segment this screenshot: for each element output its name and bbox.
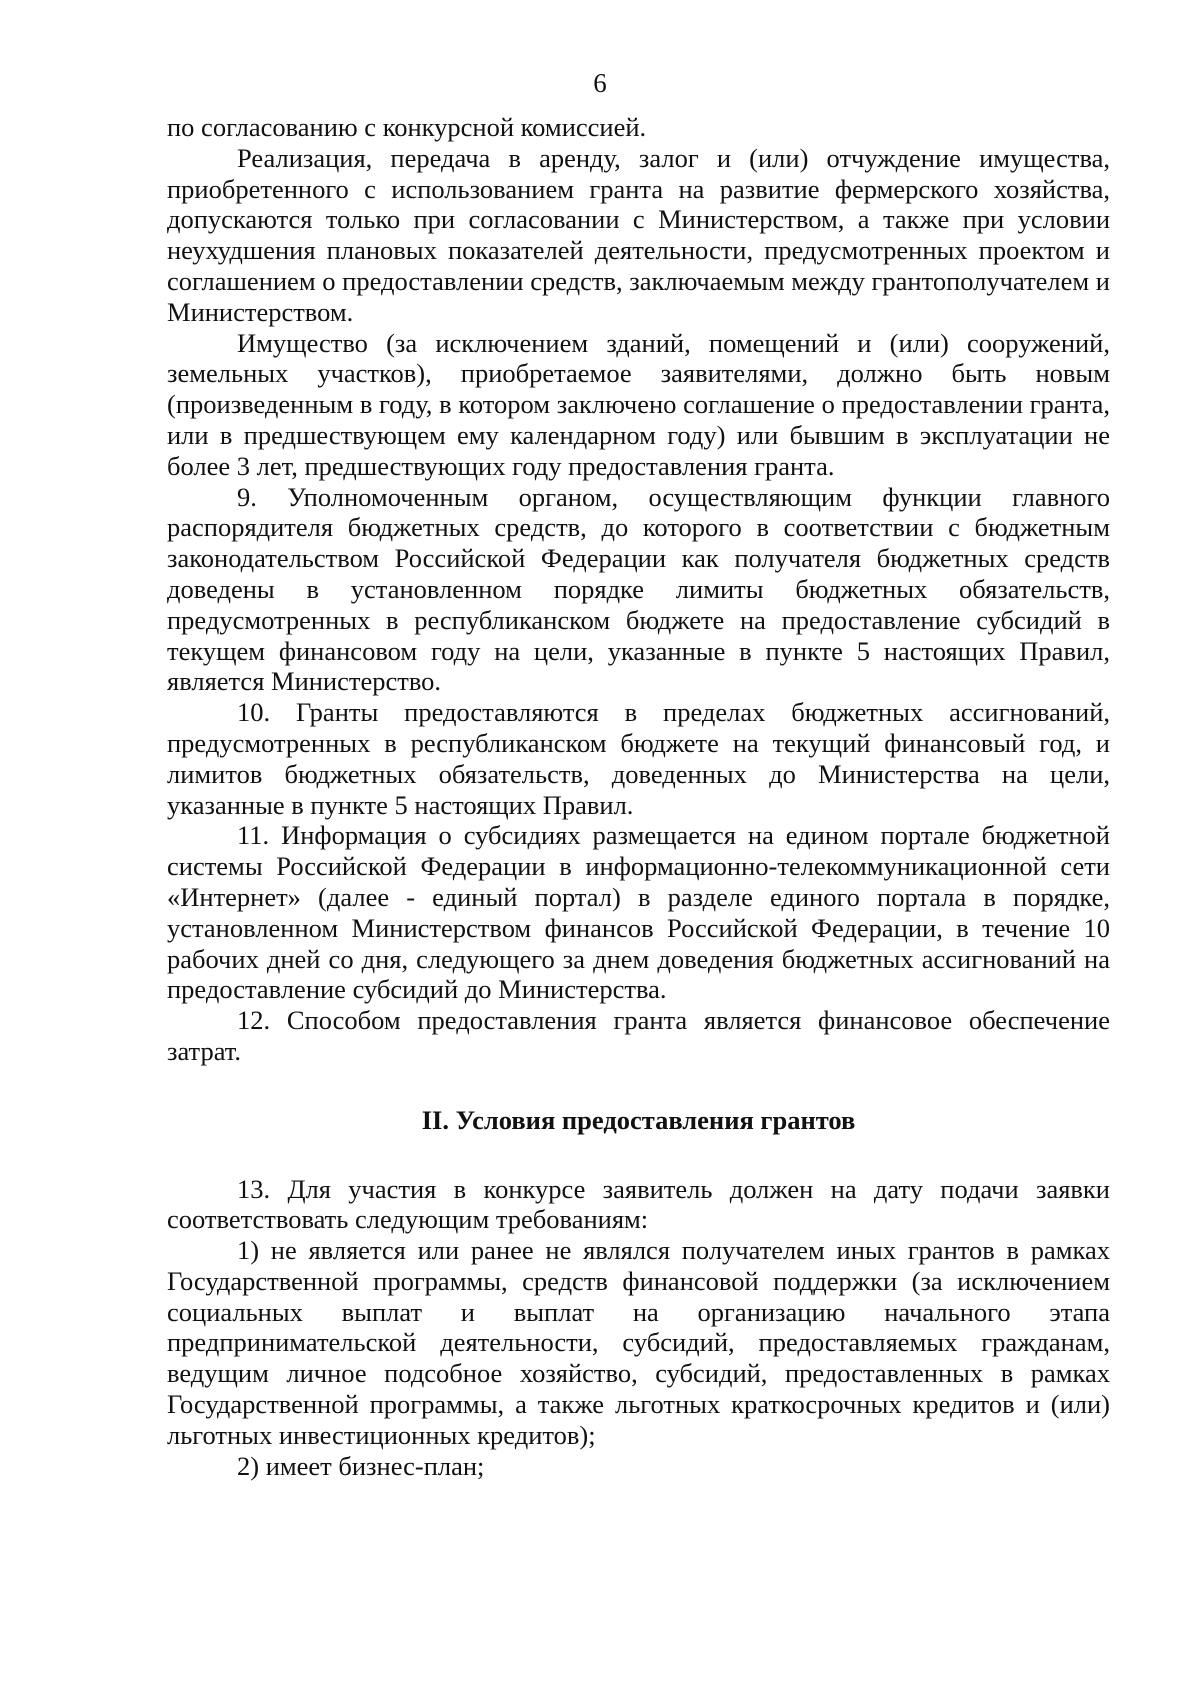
list-item-2: 2) имеет бизнес-план; bbox=[237, 1450, 485, 1481]
paragraph-item-12: 12. Способом предоставления гранта является финансовое обеспечение затрат. bbox=[167, 1005, 1110, 1066]
section-heading: II. Условия предоставления грантов bbox=[421, 1104, 856, 1135]
paragraph-item-10: 10. Гранты предоставляются в пределах бюджетных ассигнований, предусмотренных в республиканском бюджете на текущий финансовый год, и лимитов бюджетных обязательств, доведенных до Министерства на цели, указанные в пункте 5 настоящих Правил. bbox=[167, 697, 1110, 820]
paragraph: Реализация, передача в аренду, залог и (или) отчуждение имущества, приобретенного с использованием гранта на развитие фермерского хозяйства, допускаются только при согласовании с Министерством, а также при условии неухудшения плановых показателей деятельности, предусмотренных проектом и соглашением о предоставлении средств, заключаемым между грантополучателем и Министерством. bbox=[167, 142, 1110, 327]
paragraph: Имущество (за исключением зданий, помещений и (или) сооружений, земельных участков), приобретаемое заявителями, должно быть новым (произведенным в году, в котором заключено соглашение о предоставлении гранта, или в предшествующем ему календарном году) или бывшим в эксплуатации не более 3 лет, предшествующих году предоставления гранта. bbox=[167, 327, 1110, 481]
page-number: 6 bbox=[593, 68, 607, 98]
paragraph-item-11: 11. Информация о субсидиях размещается на едином портале бюджетной системы Российской Федерации в информационно-телекоммуникационной сети «Интернет» (далее - единый портал) в разделе единого портала в порядке, установленном Министерством финансов Российской Федерации, в течение 10 рабочих дней со дня, следующего за днем доведения бюджетных ассигнований на предоставление субсидий до Министерства. bbox=[167, 820, 1110, 1005]
list-item-1: 1) не является или ранее не являлся получателем иных грантов в рамках Государственной программы, средств финансовой поддержки (за исключением социальных выплат и выплат на организацию начального этапа предпринимательской деятельности, субсидий, предоставляемых гражданам, ведущим личное подсобное хозяйство, субсидий, предоставленных в рамках Государственной программы, а также льготных краткосрочных кредитов и (или) льготных инвестиционных кредитов); bbox=[167, 1235, 1110, 1450]
paragraph-item-9: 9. Уполномоченным органом, осуществляющим функции главного распорядителя бюджетных средств, до которого в соответствии с бюджетным законодательством Российской Федерации как получателя бюджетных средств доведены в установленном порядке лимиты бюджетных обязательств, предусмотренных в республиканском бюджете на предоставление субсидий в текущем финансовом году на цели, указанные в пункте 5 настоящих Правил, является Министерство. bbox=[167, 481, 1110, 697]
paragraph: по согласованию с конкурсной комиссией. bbox=[167, 112, 647, 142]
document-body bbox=[167, 112, 1110, 1481]
paragraph-item-13: 13. Для участия в конкурсе заявитель должен на дату подачи заявки соответствовать следующим требованиям: bbox=[167, 1173, 1110, 1235]
